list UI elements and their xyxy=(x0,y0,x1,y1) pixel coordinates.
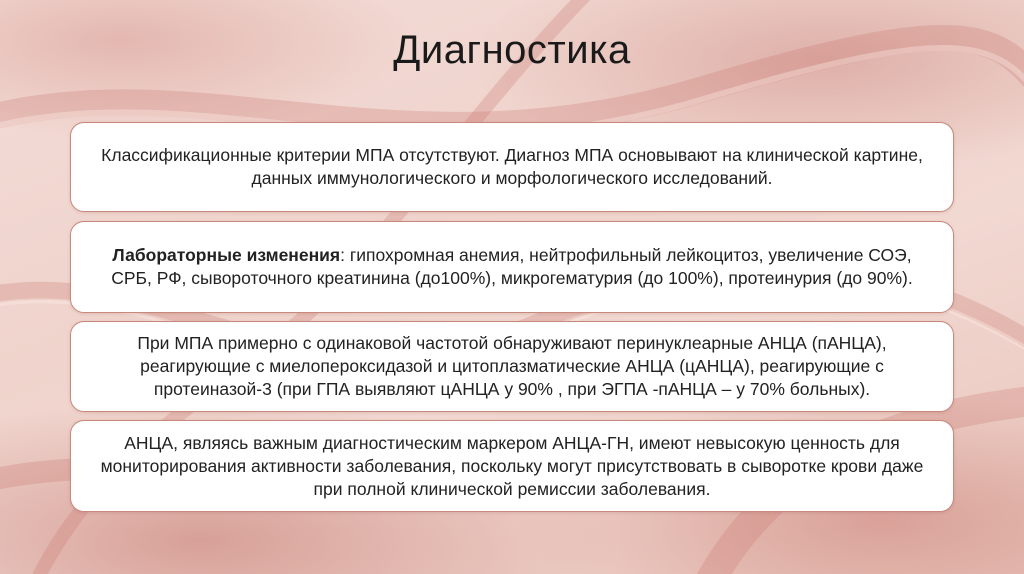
info-box-lab-changes xyxy=(70,221,954,313)
lab-changes-text: : гипохромная анемия, нейтрофильный лейкоцитоз, увеличение СОЭ, СРБ, РФ, сывороточного креатинина (до100%), микрогематурия (до 100%), протеинурия (до 90%). xyxy=(111,245,913,288)
lab-changes-heading: Лабораторные изменения xyxy=(112,245,341,265)
info-box-criteria-text: Классификационные критерии МПА отсутствуют. Диагноз МПА основывают на клинической картине, данных иммунологического и морфологического исследований. xyxy=(101,145,923,188)
slide-title: Диагностика xyxy=(393,28,631,72)
info-box-criteria xyxy=(70,122,954,212)
info-box-anca-monitoring xyxy=(70,420,954,512)
info-box-anca-types xyxy=(70,321,954,412)
info-box-lab-changes-paragraph xyxy=(93,244,931,290)
info-box-anca-types-text: При МПА примерно с одинаковой частотой обнаруживают перинуклеарные АНЦА (пАНЦА), реагирующие с миелопероксидазой и цитоплазматические АНЦА (цАНЦА), реагирующие с протеиназой-3 (при ГПА выявляют цАНЦА у 90% , при ЭГПА -пАНЦА – у 70% больных). xyxy=(137,333,887,399)
info-box-anca-monitoring-text: АНЦА, являясь важным диагностическим маркером АНЦА-ГН, имеют невысокую ценность для мониторирования активности заболевания, поскольку могут присутствовать в сыворотке крови даже при полной клинической ремиссии заболевания. xyxy=(100,432,924,499)
